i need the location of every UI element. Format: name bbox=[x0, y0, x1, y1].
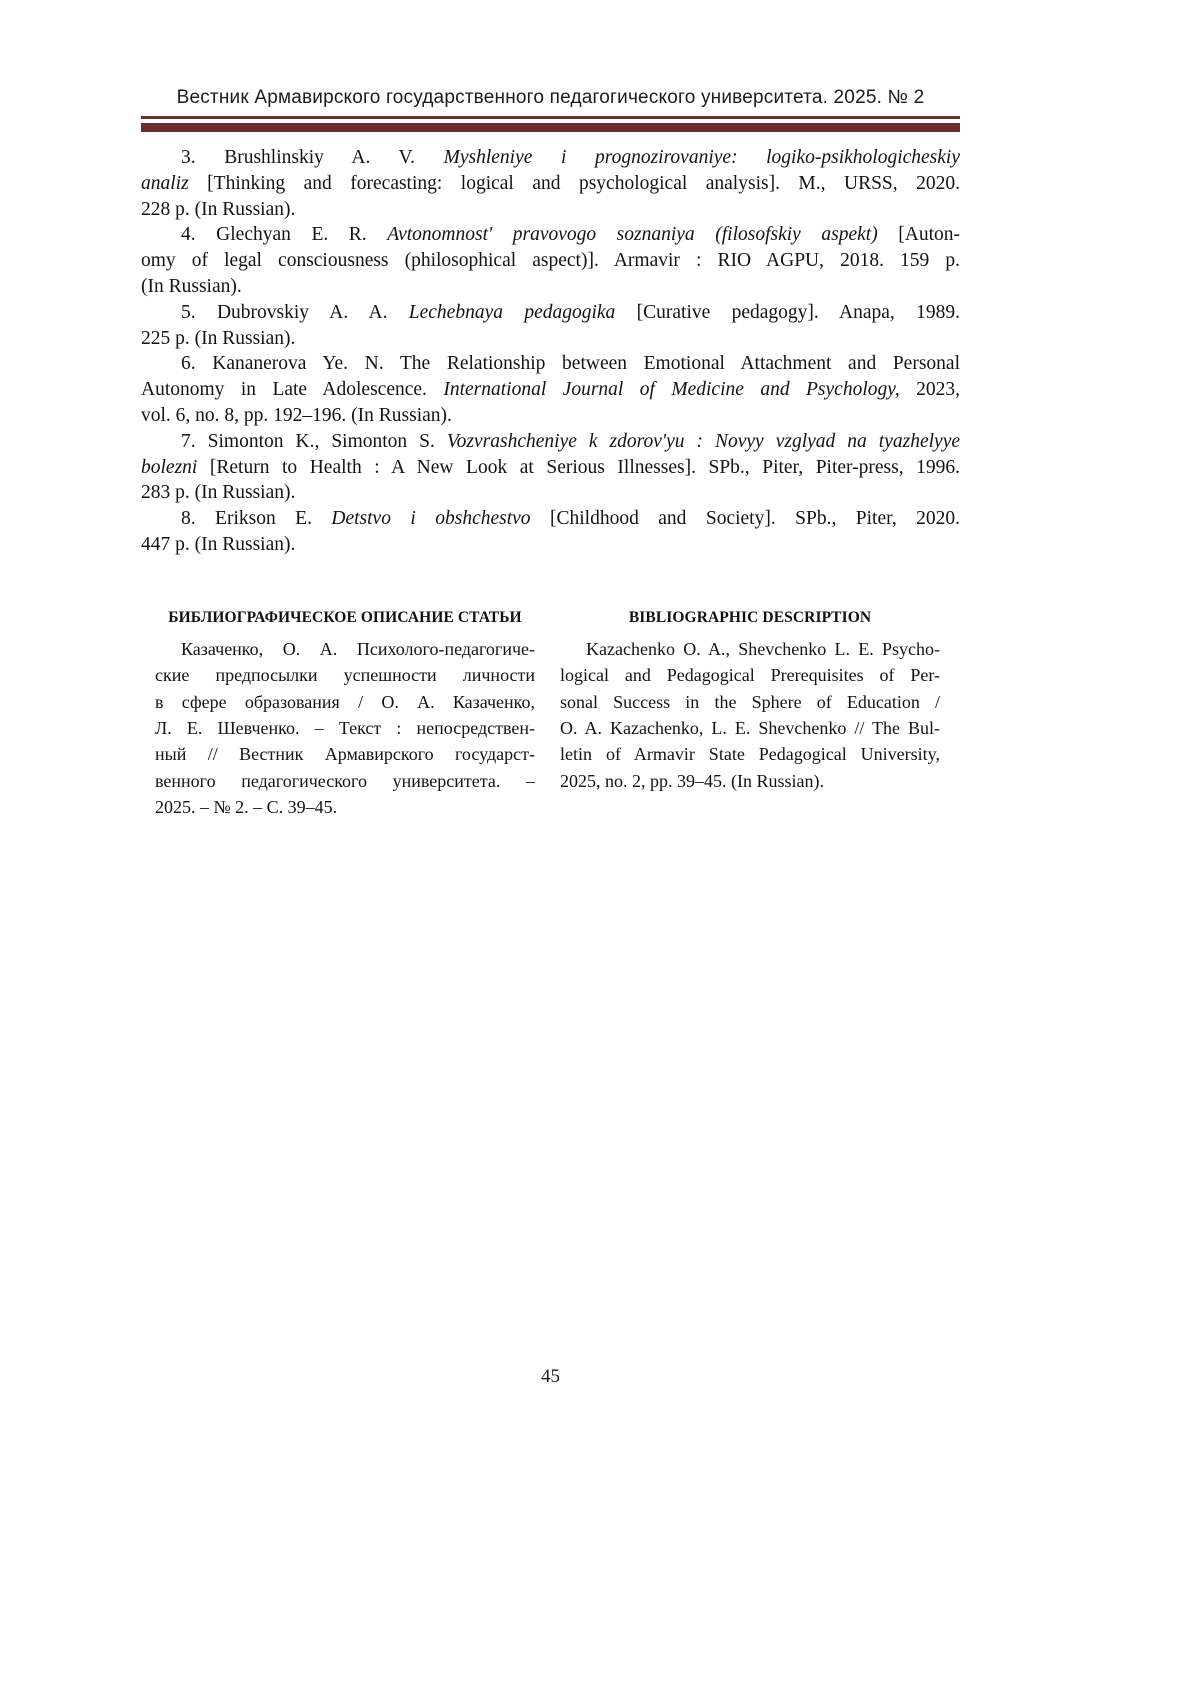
biblio-en-text bbox=[560, 636, 940, 794]
reference-item bbox=[141, 300, 960, 352]
biblio-line: Kazachenko O. A., Shevchenko L. E. Psycho- bbox=[586, 638, 940, 659]
reference-item bbox=[141, 506, 960, 558]
header-rule-thick bbox=[141, 123, 960, 132]
biblio-en-heading: BIBLIOGRAPHIC DESCRIPTION bbox=[628, 608, 872, 626]
biblio-line: O. A. Kazachenko, L. E. Shevchenko // The Bul- bbox=[560, 717, 940, 738]
reference-line: 8. Erikson E. Detstvo i obshchestvo [Childhood and Society]. SPb., Piter, 2020. bbox=[181, 508, 961, 530]
reference-item bbox=[141, 145, 960, 222]
reference-line: 7. Simonton K., Simonton S. Vozvrashcheniye k zdorov'yu : Novyy vzglyad na tyazhelyye bbox=[181, 430, 961, 452]
page-content bbox=[141, 0, 960, 821]
reference-line: 3. Brushlinskiy A. V. Myshleniye i prognozirovaniye: logiko-psikhologicheskiy bbox=[181, 147, 960, 168]
biblio-line: letin of Armavir State Pedagogical University, bbox=[560, 744, 940, 765]
header-rule-thin bbox=[141, 116, 960, 119]
journal-title: Вестник Армавирского государственного педагогического университета. 2025. № 2 bbox=[176, 87, 925, 108]
biblio-ru-column bbox=[155, 608, 535, 821]
reference-line: 225 p. (In Russian). bbox=[141, 327, 296, 349]
running-header bbox=[141, 86, 960, 132]
bibliographic-section bbox=[155, 608, 940, 821]
biblio-line: венного педагогического университета. – bbox=[155, 770, 535, 791]
reference-item bbox=[141, 351, 960, 428]
biblio-line: logical and Pedagogical Prerequisites of Per- bbox=[560, 665, 940, 686]
reference-line: 4. Glechyan E. R. Avtonomnost' pravovogo soznaniya (filosofskiy aspekt) [Auton- bbox=[181, 224, 960, 246]
reference-item bbox=[141, 222, 960, 299]
biblio-line: 2025, no. 2, pp. 39–45. (In Russian). bbox=[560, 770, 824, 791]
biblio-line: Л. Е. Шевченко. – Текст : непосредствен- bbox=[155, 717, 535, 738]
reference-line: 6. Kananerova Ye. N. The Relationship between Emotional Attachment and Personal bbox=[181, 353, 960, 375]
biblio-line: sonal Success in the Sphere of Education / bbox=[560, 691, 940, 712]
reference-line: 228 p. (In Russian). bbox=[141, 198, 296, 220]
biblio-line: в сфере образования / О. А. Казаченко, bbox=[155, 691, 535, 712]
biblio-line: Казаченко, О. А. Психолого-педагогиче- bbox=[181, 638, 535, 659]
reference-line: 5. Dubrovskiy A. A. Lechebnaya pedagogika [Curative pedagogy]. Anapa, 1989. bbox=[181, 301, 960, 323]
biblio-line: ный // Вестник Армавирского государст- bbox=[155, 744, 535, 765]
reference-line: analiz [Thinking and forecasting: logical and psychological analysis]. M., URSS, 2020. bbox=[141, 172, 960, 194]
biblio-ru-heading: БИБЛИОГРАФИЧЕСКОЕ ОПИСАНИЕ СТАТЬИ bbox=[168, 608, 522, 626]
reference-line: Autonomy in Late Adolescence. International Journal of Medicine and Psychology, 2023, bbox=[141, 379, 961, 401]
reference-item bbox=[141, 429, 960, 506]
reference-line: bolezni [Return to Health : A New Look at Serious Illnesses]. SPb., Piter, Piter-press, 1996. bbox=[141, 456, 960, 478]
page-number: 45 bbox=[541, 1366, 560, 1387]
reference-line: 283 p. (In Russian). bbox=[141, 482, 296, 504]
reference-line: omy of legal consciousness (philosophical aspect)]. Armavir : RIO AGPU, 2018. 159 p. bbox=[141, 250, 960, 272]
biblio-line: 2025. – № 2. – С. 39–45. bbox=[155, 797, 338, 818]
reference-line: 447 p. (In Russian). bbox=[141, 533, 296, 555]
reference-line: (In Russian). bbox=[141, 275, 242, 297]
biblio-en-column bbox=[560, 608, 940, 821]
biblio-line: ские предпосылки успешности личности bbox=[155, 665, 535, 686]
biblio-ru-text bbox=[155, 636, 535, 821]
reference-line: vol. 6, no. 8, pp. 192–196. (In Russian). bbox=[141, 404, 452, 426]
references-list bbox=[141, 145, 960, 558]
